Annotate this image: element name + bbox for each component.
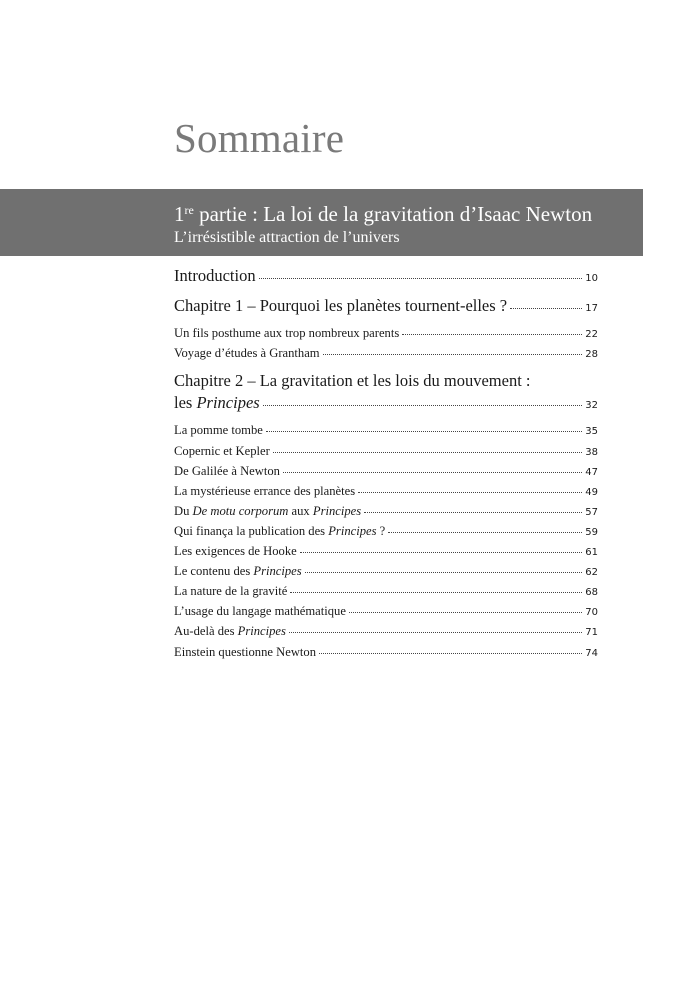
part-banner: [0, 189, 643, 256]
toc-page-number: 35: [585, 426, 598, 437]
toc-label-text: les: [174, 393, 197, 412]
toc-label: Chapitre 1 – Pourquoi les planètes tournent-elles ?: [174, 296, 508, 315]
toc-chapter-1[interactable]: [174, 296, 598, 316]
toc-page-number: 62: [585, 567, 598, 578]
toc-label-text: Du: [174, 504, 193, 518]
toc-label: [174, 524, 385, 539]
toc-page-number: 71: [585, 627, 598, 638]
toc-label: [174, 624, 286, 639]
dot-leader: [323, 354, 583, 355]
toc-label-text: aux: [288, 504, 313, 518]
toc-label-text: ?: [376, 524, 386, 538]
toc-label: Einstein questionne Newton: [174, 645, 317, 659]
toc-section[interactable]: [174, 346, 598, 361]
toc-label: Un fils posthume aux trop nombreux parents: [174, 326, 400, 340]
toc-chapter-2-line-1[interactable]: Chapitre 2 – La gravitation et les lois du mouvement :: [174, 371, 531, 390]
toc-label-italic: Principes: [312, 504, 362, 518]
toc-label-text: Le contenu des: [174, 564, 254, 578]
toc-label: [174, 393, 260, 413]
dot-leader: [273, 452, 582, 453]
toc-section[interactable]: [174, 564, 598, 579]
toc-label: [174, 564, 302, 579]
toc-page-number: 59: [585, 527, 598, 538]
dot-leader: [358, 492, 582, 493]
toc-section[interactable]: [174, 326, 598, 341]
toc-page-number: 47: [585, 467, 598, 478]
dot-leader: [388, 532, 582, 533]
toc-page-number: 49: [585, 487, 598, 498]
toc-section[interactable]: [174, 444, 598, 459]
toc-section[interactable]: [174, 544, 598, 559]
toc-label: [174, 504, 361, 519]
page-title: Sommaire: [174, 115, 345, 161]
toc-label: Copernic et Kepler: [174, 444, 270, 458]
toc-page-number: 10: [585, 273, 598, 284]
toc-label-italic: Principes: [253, 564, 302, 578]
toc-label: De Galilée à Newton: [174, 464, 280, 478]
toc-label-text: Qui finança la publication des: [174, 524, 329, 538]
toc-label: Introduction: [174, 266, 256, 285]
dot-leader: [319, 653, 582, 654]
dot-leader: [266, 431, 582, 432]
toc-chapter-2[interactable]: [174, 393, 598, 413]
dot-leader: [364, 512, 582, 513]
toc-page-number: 70: [585, 607, 598, 618]
toc-page-number: 74: [585, 648, 598, 659]
toc-page-number: 57: [585, 507, 598, 518]
toc-label-italic: De motu corporum: [192, 504, 289, 518]
toc-label: La nature de la gravité: [174, 584, 288, 598]
toc-label: Voyage d’études à Grantham: [174, 346, 320, 360]
toc-label: Les exigences de Hooke: [174, 544, 297, 558]
part-title: [174, 202, 592, 227]
toc-section[interactable]: [174, 584, 598, 599]
toc-introduction[interactable]: [174, 266, 598, 286]
toc-section[interactable]: [174, 524, 598, 539]
dot-leader: [263, 405, 583, 406]
toc-label: La pomme tombe: [174, 423, 263, 437]
part-subtitle: L’irrésistible attraction de l’univers: [174, 229, 400, 246]
toc-page-number: 32: [585, 400, 598, 411]
toc-label-text: Au-delà des: [174, 624, 238, 638]
toc-label: La mystérieuse errance des planètes: [174, 484, 356, 498]
toc-section[interactable]: [174, 645, 598, 660]
toc-label-italic: Principes: [237, 624, 286, 638]
dot-leader: [289, 632, 582, 633]
dot-leader: [305, 572, 583, 573]
dot-leader: [283, 472, 582, 473]
dot-leader: [510, 308, 582, 309]
toc-label-italic: Principes: [196, 393, 260, 412]
dot-leader: [259, 278, 583, 279]
dot-leader: [402, 334, 582, 335]
toc-page-number: 17: [585, 303, 598, 314]
toc-page-number: 28: [585, 349, 598, 360]
toc-page-number: 68: [585, 587, 598, 598]
toc-section[interactable]: [174, 504, 598, 519]
toc-label-italic: Principes: [328, 524, 377, 538]
toc-section[interactable]: [174, 484, 598, 499]
dot-leader: [300, 552, 583, 553]
toc-page-number: 22: [585, 329, 598, 340]
toc-section[interactable]: [174, 604, 598, 619]
toc-section[interactable]: [174, 423, 598, 438]
toc-page-number: 38: [585, 447, 598, 458]
part-number: 1: [174, 202, 185, 226]
part-number-superscript: re: [184, 203, 194, 217]
dot-leader: [349, 612, 582, 613]
part-title-text: partie : La loi de la gravitation d’Isaac Newton: [193, 202, 593, 226]
toc-section[interactable]: [174, 464, 598, 479]
toc-label: L’usage du langage mathématique: [174, 604, 346, 618]
toc-page-number: 61: [585, 547, 598, 558]
dot-leader: [290, 592, 582, 593]
toc-section[interactable]: [174, 624, 598, 639]
